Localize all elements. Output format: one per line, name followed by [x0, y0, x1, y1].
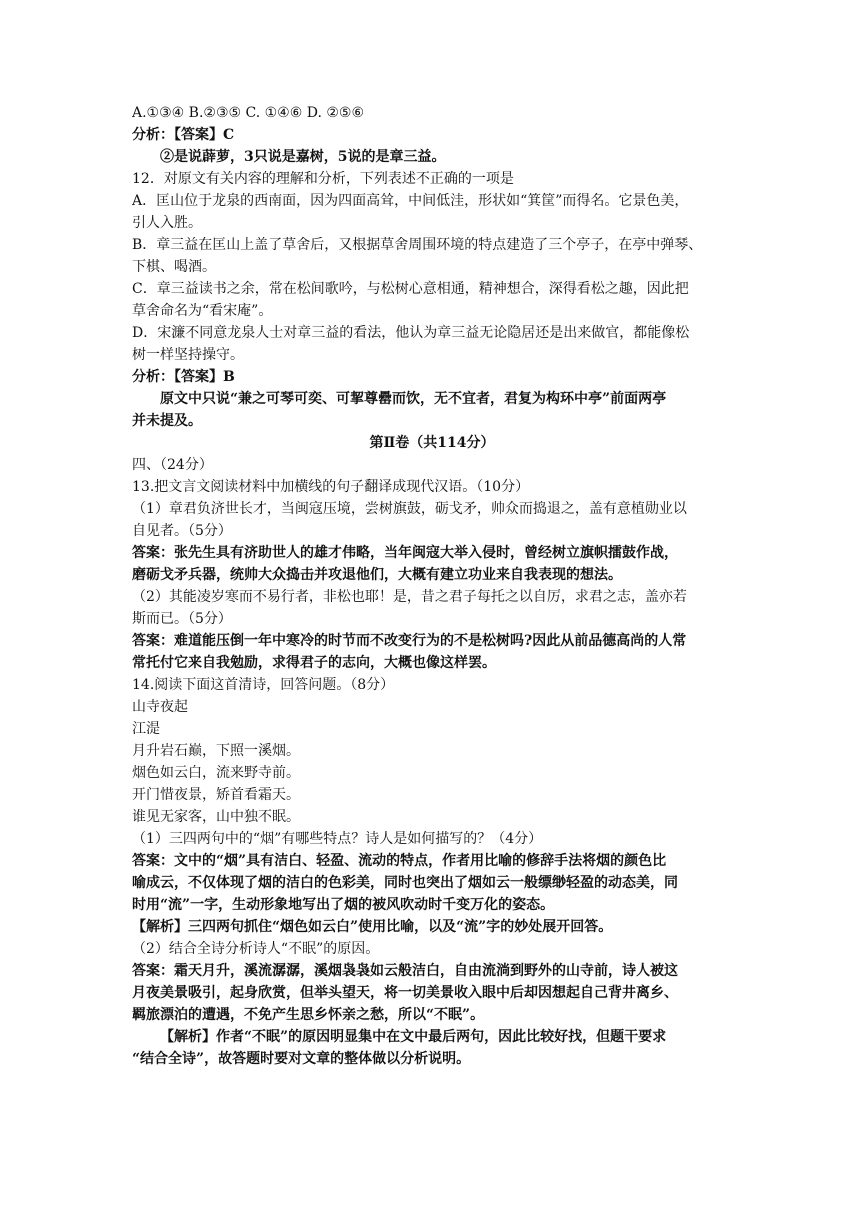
poem-line: 烟色如云白，流来野寺前。 [132, 765, 300, 781]
question-13: 13.把文言文阅读材料中加横线的句子翻译成现代汉语。（10分） [132, 479, 530, 495]
answer-text: 答案：难道能压倒一年中寒冷的时节而不改变行为的不是松树吗?因此从前品德高尚的人常 [132, 633, 687, 649]
option-d-cont: 树一样坚持操守。 [132, 347, 244, 363]
analysis-text: 原文中只说“兼之可琴可奕、可挈尊罍而饮，无不宜者，君复为构环中亭”前面两亭 [160, 391, 667, 407]
answer-text-cont: 常托付它来自我勉励，求得君子的志向，大概也像这样罢。 [132, 655, 496, 671]
explanation-text: 【解析】三四两句抓住“烟色如云白”使用比喻，以及“流”字的妙处展开回答。 [132, 919, 613, 935]
option-b-cont: 下棋、喝酒。 [132, 259, 216, 275]
analysis-answer: 分析：【答案】C [132, 127, 235, 143]
explanation-text-cont: “结合全诗”，故答题时要对文章的整体做以分析说明。 [132, 1051, 471, 1067]
answer-text-cont: 羁旅漂泊的遭遇，不免产生思乡怀亲之愁，所以“不眠”。 [132, 1007, 485, 1023]
option-c: C．章三益读书之余，常在松间歌吟，与松树心意相通，精神想合，深得看松之趣，因此把 [132, 281, 689, 297]
sub-question-1: （1）三四两句中的“烟”有哪些特点？诗人是如何描写的？（4分） [132, 831, 543, 847]
sub-question-2: （2）结合全诗分析诗人“不眠”的原因。 [132, 941, 380, 957]
explanation-text: 【解析】作者“不眠”的原因明显集中在文中最后两句，因此比较好找，但题干要求 [160, 1029, 667, 1045]
sub-question-1-cont: 自见者。（5分） [132, 523, 232, 539]
answer-text-cont: 磨砺戈矛兵器，统帅大众捣击并攻退他们，大概有建立功业来自我表现的想法。 [132, 567, 622, 583]
poem-author: 江湜 [132, 721, 160, 737]
poem-title: 山寺夜起 [132, 699, 188, 715]
sub-question-2: （2）其能凌岁寒而不易行者，非松也耶！是，昔之君子每托之以自厉，求君之志，盖亦若 [132, 589, 687, 605]
option-a-cont: 引人入胜。 [132, 215, 202, 231]
option-d: D．宋濂不同意龙泉人士对章三益的看法，他认为章三益无论隐居还是出来做官，都能像松 [132, 325, 690, 341]
answer-text: 答案：霜天月升，溪流潺潺，溪烟袅袅如云般洁白，自由流淌到野外的山寺前，诗人被这 [132, 963, 678, 979]
question-12: 12．对原文有关内容的理解和分析，下列表述不正确的一项是 [132, 171, 514, 187]
option-line: A.①③④ B.②③⑤ C. ①④⑥ D. ②⑤⑥ [132, 105, 364, 121]
answer-text: 答案：文中的“烟”具有洁白、轻盈、流动的特点，作者用比喻的修辞手法将烟的颜色比 [132, 853, 667, 869]
answer-text-cont: 时用“流”一字，生动形象地写出了烟的被风吹动时千变万化的姿态。 [132, 897, 555, 913]
section-heading: 第Ⅱ卷（共114分） [369, 435, 495, 451]
part-heading: 四、（24分） [132, 457, 213, 473]
poem-line: 月升岩石巅，下照一溪烟。 [132, 743, 300, 759]
sub-question-2-cont: 斯而已。（5分） [132, 611, 232, 627]
poem-line: 谁见无家客，山中独不眠。 [132, 809, 300, 825]
answer-text-cont: 喻成云，不仅体现了烟的洁白的色彩美，同时也突出了烟如云一般缥缈轻盈的动态美，同 [132, 875, 678, 891]
answer-text: 答案：张先生具有济助世人的雄才伟略，当年闽寇大举入侵时，曾经树立旗帜擂鼓作战， [132, 545, 678, 561]
answer-text-cont: 月夜美景吸引，起身欣赏，但举头望天，将一切美景收入眼中后却因想起自己背井离乡、 [132, 985, 678, 1001]
question-14: 14.阅读下面这首清诗，回答问题。（8分） [132, 677, 395, 693]
analysis-answer: 分析：【答案】B [132, 369, 235, 385]
sub-question-1: （1）章君负济世长才，当闽寇压境，尝树旗鼓，砺戈矛，帅众而捣退之，盖有意植勋业以 [132, 501, 687, 517]
poem-line: 开门惜夜景，矫首看霜天。 [132, 787, 300, 803]
analysis-text-cont: 并未提及。 [132, 413, 202, 429]
option-c-cont: 草舍命名为“看宋庵”。 [132, 303, 273, 319]
option-a: A．匡山位于龙泉的西南面，因为四面高耸，中间低洼，形状如“箕筐”而得名。它景色美， [132, 193, 689, 209]
analysis-text: ②是说薜萝，3只说是嘉树，5说的是章三益。 [160, 149, 446, 165]
option-b: B．章三益在匡山上盖了草舍后，又根据草舍周围环境的特点建造了三个亭子，在亭中弹琴、 [132, 237, 703, 253]
document-page [132, 102, 732, 1070]
